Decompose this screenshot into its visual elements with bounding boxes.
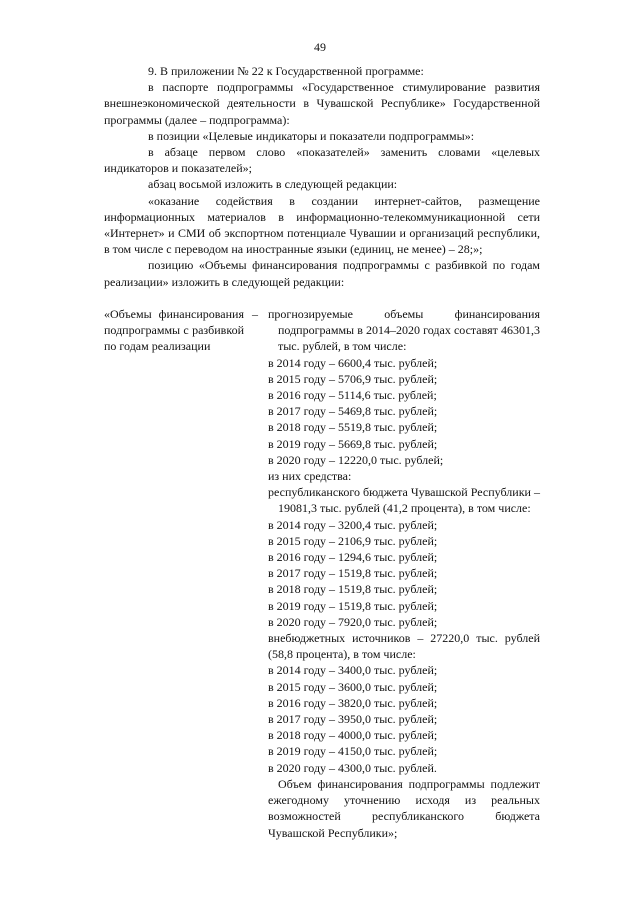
position-label: «Объемы финансирования подпрограммы с разбивкой по годам реализации — [104, 307, 244, 354]
financing-intro: прогнозируемые объемы финансирования подпрограммы в 2014–2020 годах составят 46301,3 тыс. рублей, в том числе: — [268, 307, 540, 354]
year-line: в 2017 году – 5469,8 тыс. рублей; — [268, 404, 438, 419]
year-line: в 2020 году – 7920,0 тыс. рублей; — [268, 614, 438, 629]
paragraph: «оказание содействия в создании интернет-сайтов, размещение информационных материалов в информационно-телекоммуникационной сети «Интернет» и СМИ об экспортном потенциале Чувашии и организаций республики, в том числе с переводом на иностранные языки (единиц, не менее) – 28;»; — [104, 193, 540, 257]
paragraph: в позиции «Целевые индикаторы и показатели подпрограммы»: — [148, 128, 475, 143]
year-line: в 2019 году – 1519,8 тыс. рублей; — [268, 598, 438, 613]
year-line: в 2014 году – 3400,0 тыс. рублей; — [268, 663, 438, 678]
republic-budget-intro: республиканского бюджета Чувашской Республики – 19081,3 тыс. рублей (41,2 процента), в том числе: — [268, 485, 540, 516]
year-line: в 2019 году – 5669,8 тыс. рублей; — [268, 436, 438, 451]
year-line: в 2018 году – 1519,8 тыс. рублей; — [268, 582, 438, 597]
paragraph: в абзаце первом слово «показателей» заменить словами «целевых индикаторов и показателей»; — [104, 145, 540, 176]
year-line: в 2016 году – 5114,6 тыс. рублей; — [268, 388, 437, 403]
from-them-label: из них средства: — [268, 469, 352, 484]
year-line: в 2014 году – 6600,4 тыс. рублей; — [268, 355, 438, 370]
year-line: в 2016 году – 3820,0 тыс. рублей; — [268, 695, 438, 710]
year-line: в 2018 году – 5519,8 тыс. рублей; — [268, 420, 438, 435]
closing-note: Объем финансирования подпрограммы подлежит ежегодному уточнению исходя из реальных возможностей республиканского бюджета Чувашской Республики»; — [268, 776, 540, 840]
year-line: в 2015 году – 3600,0 тыс. рублей; — [268, 679, 438, 694]
separator-dash: – — [252, 307, 258, 321]
page-number: 49 — [314, 40, 326, 54]
year-line: в 2018 году – 4000,0 тыс. рублей; — [268, 728, 438, 743]
year-line: в 2016 году – 1294,6 тыс. рублей; — [268, 550, 438, 565]
amendment-text — [104, 63, 540, 290]
financing-details — [268, 306, 540, 841]
paragraph: абзац восьмой изложить в следующей редакции: — [148, 177, 398, 192]
year-line: в 2015 году – 5706,9 тыс. рублей; — [268, 371, 438, 386]
year-line: в 2020 году – 4300,0 тыс. рублей. — [268, 760, 437, 775]
year-line: в 2019 году – 4150,0 тыс. рублей; — [268, 744, 438, 759]
year-line: в 2014 году – 3200,4 тыс. рублей; — [268, 517, 438, 532]
year-line: в 2017 году – 3950,0 тыс. рублей; — [268, 712, 438, 727]
extrabudgetary-intro: внебюджетных источников – 27220,0 тыс. рублей (58,8 процента), в том числе: — [268, 631, 540, 662]
paragraph: позицию «Объемы финансирования подпрограммы с разбивкой по годам реализации» изложить в следующей редакции: — [104, 258, 540, 289]
paragraph: в паспорте подпрограммы «Государственное стимулирование развития внешнеэкономической деятельности в Чувашской Республике» Государственной программы (далее – подпрограмма): — [104, 80, 540, 127]
year-line: в 2020 году – 12220,0 тыс. рублей; — [268, 452, 444, 467]
year-line: в 2017 году – 1519,8 тыс. рублей; — [268, 566, 438, 581]
year-line: в 2015 году – 2106,9 тыс. рублей; — [268, 533, 438, 548]
paragraph: 9. В приложении № 22 к Государственной программе: — [148, 64, 424, 78]
